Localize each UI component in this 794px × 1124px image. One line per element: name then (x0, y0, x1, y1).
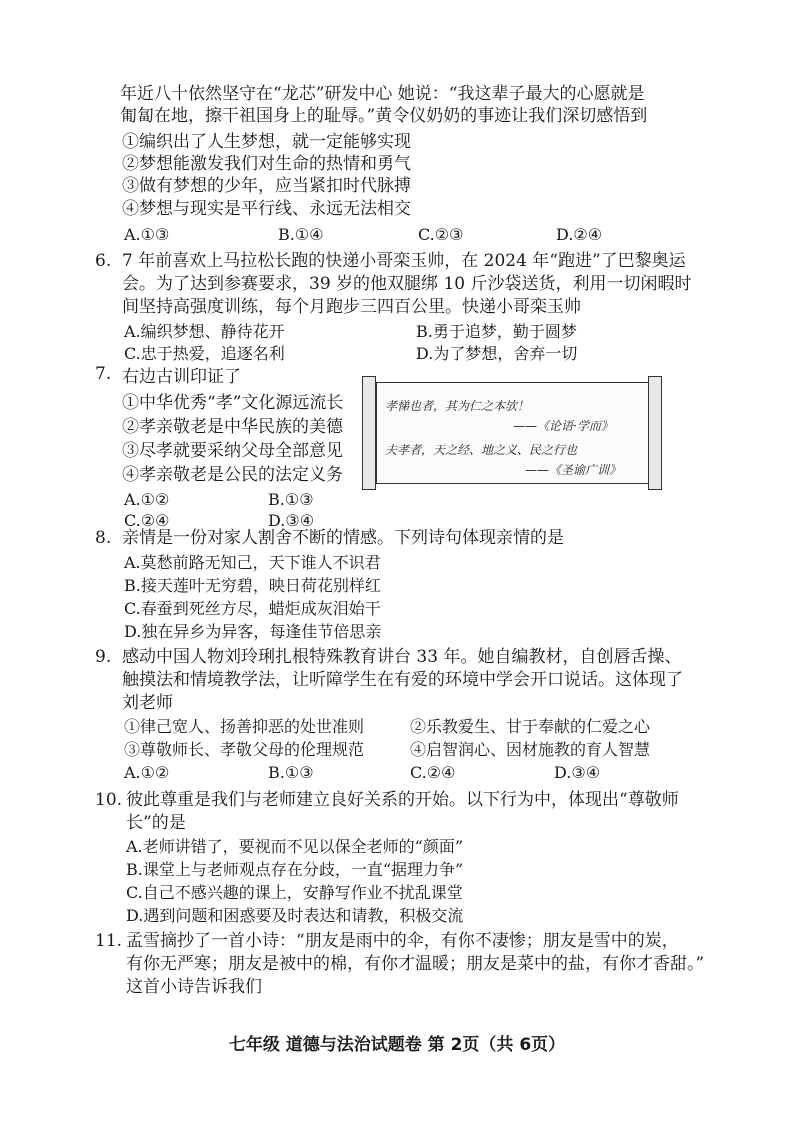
q6-option-a: A.编织梦想、静待花开 (124, 322, 285, 341)
q7-item: ①中华优秀“孝”文化源远流长 (122, 393, 344, 413)
q11-stem-line: 孟雪摘抄了一首小诗：“朋友是雨中的伞，有你不凄惨；朋友是雪中的炭， (126, 931, 679, 951)
q11-stem-line: 这首小诗告诉我们 (126, 977, 262, 997)
q9-number: 9. (95, 647, 112, 667)
q6-option-c: C.忠于热爱，追逐名利 (124, 344, 285, 363)
q10-stem-line: 彼此尊重是我们与老师建立良好关系的开始。以下行为中，体现出“尊敬师 (126, 790, 679, 810)
q6-stem-line: 会。为了达到参赛要求，39 岁的他双腿绑 10 斤沙袋送货，利用一切闲暇时 (122, 274, 692, 294)
scroll-roll-left (362, 376, 376, 490)
q10-number: 10. (95, 790, 123, 810)
q5-option-b: B.①④ (278, 225, 324, 244)
q11-number: 11. (95, 931, 123, 951)
q9-stem-line: 触摸法和情境教学法，让听障学生在有爱的环境中学会开口说话。这体现了 (122, 670, 683, 690)
q9-option-c: C.②④ (410, 763, 456, 782)
q7-number: 7. (95, 364, 112, 384)
q7-item: ②孝亲敬老是中华民族的美德 (122, 417, 343, 437)
q5-option-c: C.②③ (418, 225, 464, 244)
q7-option-c: C.②④ (124, 511, 170, 530)
q8-option-b: B.接天莲叶无穷碧，映日荷花别样红 (124, 576, 381, 595)
q7-option-b: B.①③ (268, 490, 314, 509)
q5-option-d: D.②④ (556, 225, 603, 244)
q6-number: 6. (95, 251, 112, 271)
q9-item: ④启智润心、因材施教的育人智慧 (410, 740, 651, 759)
q10-option-d: D.遇到问题和困惑要及时表达和请教，积极交流 (126, 906, 464, 925)
q6-stem-line: 间坚持高强度训练，每个月跑步三四百公里。快递小哥栾玉帅 (122, 297, 581, 317)
q9-item: ③尊敬师长、孝敬父母的伦理规范 (124, 740, 365, 759)
q5-item: ④梦想与现实是平行线、永远无法相交 (122, 199, 411, 219)
q7-item: ④孝亲敬老是公民的法定义务 (122, 465, 343, 485)
q6-stem-line: 7 年前喜欢上马拉松长跑的快递小哥栾玉帅，在 2024 年“跑进”了巴黎奥运 (122, 251, 686, 271)
page-footer: 七年级 道德与法治试题卷 第 2页（共 6页） (228, 1035, 566, 1055)
q11-stem-line: 有你无严寒；朋友是被中的棉，有你才温暖；朋友是菜中的盐，有你才香甜。” (126, 954, 705, 974)
q9-stem-line: 刘老师 (122, 693, 173, 713)
scroll-quote-1: 孝悌也者，其为仁之本欤！ (385, 399, 530, 413)
q9-item: ②乐教爱生、甘于奉献的仁爱之心 (410, 717, 651, 736)
q9-option-a: A.①② (124, 763, 170, 782)
q8-option-a: A.莫愁前路无知己，天下谁人不识君 (124, 553, 381, 572)
q10-option-c: C.自己不感兴趣的课上，安静写作业不扰乱课堂 (126, 883, 463, 902)
q5-stem-line2: 匍匐在地，擦干祖国身上的耻辱。”黄令仪奶奶的事迹让我们深切感悟到 (120, 106, 648, 126)
q10-option-b: B.课堂上与老师观点存在分歧，一直“据理力争” (126, 860, 464, 879)
q6-option-d: D.为了梦想，舍弃一切 (416, 344, 578, 363)
ancient-quote-scroll (362, 376, 662, 488)
q5-item: ①编织出了人生梦想，就一定能够实现 (122, 132, 411, 152)
q7-option-d: D.③④ (268, 511, 315, 530)
q5-item: ③做有梦想的少年，应当紧扣时代脉搏 (122, 176, 411, 196)
q7-stem: 右边古训印证了 (122, 367, 241, 387)
q7-item: ③尽孝就要采纳父母全部意见 (122, 441, 343, 461)
q9-option-d: D.③④ (554, 763, 601, 782)
q10-option-a: A.老师讲错了，要视而不见以保全老师的“颜面” (126, 837, 464, 856)
q8-number: 8. (95, 528, 112, 548)
q5-item: ②梦想能激发我们对生命的热情和勇气 (122, 154, 411, 174)
q6-option-b: B.勇于追梦，勤于圆梦 (416, 322, 577, 341)
q7-option-a: A.①② (124, 490, 170, 509)
scroll-paper (376, 382, 650, 484)
q9-stem-line: 感动中国人物刘玲琍扎根特殊教育讲台 33 年。她自编教材，自创唇舌操、 (122, 647, 682, 667)
scroll-quote-2: 夫孝者，天之经、地之义、民之行也 (385, 443, 578, 457)
scroll-roll-right (648, 376, 662, 490)
scroll-source-1: ——《论语·学而》 (513, 419, 613, 433)
q5-option-a: A.①③ (124, 225, 170, 244)
q5-stem-line1: 年近八十依然坚守在“龙芯”研发中心 她说：“我这辈子最大的心愿就是 (120, 84, 645, 104)
q8-stem: 亲情是一份对家人割舍不断的情感。下列诗句体现亲情的是 (122, 528, 564, 548)
q9-option-b: B.①③ (268, 763, 314, 782)
q8-option-c: C.春蚕到死丝方尽，蜡炬成灰泪始干 (124, 599, 381, 618)
scroll-source-2: ——《圣谕广训》 (525, 463, 622, 477)
q10-stem-line: 长”的是 (126, 813, 186, 833)
q9-item: ①律己宽人、扬善抑恶的处世准则 (124, 717, 365, 736)
q8-option-d: D.独在异乡为异客，每逢佳节倍思亲 (124, 622, 382, 641)
